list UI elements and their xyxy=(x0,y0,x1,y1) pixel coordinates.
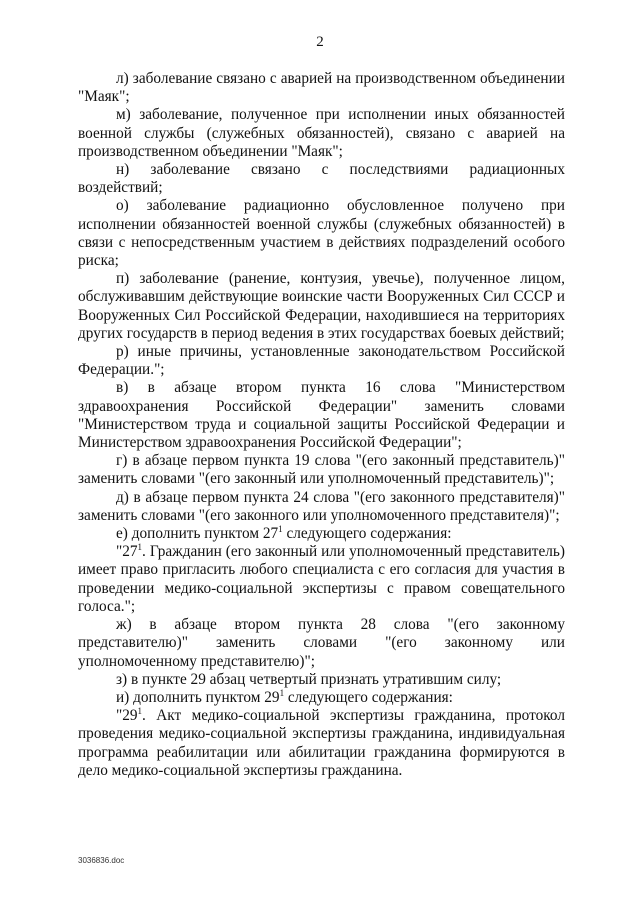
paragraph-m: м) заболевание, полученное при исполнении иных обязанностей военной службы (служебных обязанностей), связано с аварией на производственном объединении "Маяк"; xyxy=(78,106,565,160)
paragraph-e xyxy=(78,525,565,543)
paragraph-29-1 xyxy=(78,707,565,780)
paragraph-p: п) заболевание (ранение, контузия, увечье), полученное лицом, обслуживавшим действующие воинские части Вооруженных Сил СССР и Вооруженных Сил Российской Федерации, находившиеся на территориях других государств в период ведения в этих государствах боевых действий; xyxy=(78,270,565,342)
paragraph-i-text: и) дополнить пунктом 29 xyxy=(116,688,280,706)
paragraph-zh: ж) в абзаце втором пункта 28 слова "(его законному представителю)" заменить словами "(его законному или уполномоченному представителю)"; xyxy=(78,616,565,670)
superscript: 1 xyxy=(279,687,285,698)
paragraph-n: н) заболевание связано с последствиями радиационных воздействий; xyxy=(78,161,565,197)
page-number: 2 xyxy=(316,34,324,50)
paragraph-27-1-text-after: . Гражданин (его законный или уполномоченный представитель) имеет право пригласить любого специалиста с его согласия для участия в проведении медико-социальной экспертизы с правом совещательного голоса."; xyxy=(78,543,565,615)
paragraph-z: з) в пункте 29 абзац четвертый признать утратившим силу; xyxy=(116,670,502,688)
paragraph-29-1-text: "29 xyxy=(116,707,138,725)
paragraph-27-1 xyxy=(78,543,565,616)
file-name-footer: 3036836.doc xyxy=(78,856,125,865)
paragraph-d: д) в абзаце первом пункта 24 слова "(его законного представителя)" заменить словами "(его законного или уполномоченного представителя)"; xyxy=(78,488,565,524)
paragraph-e-text: е) дополнить пунктом 27 xyxy=(116,525,279,543)
paragraph-g: г) в абзаце первом пункта 19 слова "(его законный представитель)" заменить словами "(его законный или уполномоченный представитель)"; xyxy=(78,452,565,488)
paragraph-l: л) заболевание связано с аварией на производственном объединении "Маяк"; xyxy=(78,70,565,106)
paragraph-r: р) иные причины, установленные законодательством Российской Федерации."; xyxy=(78,343,565,379)
document-body xyxy=(78,70,565,780)
paragraph-29-1-text-after: . Акт медико-социальной экспертизы гражданина, протокол проведения медико-социальной экспертизы гражданина, индивидуальная программа реабилитации или абилитации гражданина формируются в дело медико-социальной экспертизы гражданина. xyxy=(78,707,565,779)
paragraph-i xyxy=(78,689,565,707)
paragraph-v: в) в абзаце втором пункта 16 слова "Министерством здравоохранения Российской Федерации" заменить словами "Министерством труда и социальной защиты Российской Федерации и Министерством здравоохранения Российской Федерации"; xyxy=(78,379,565,452)
superscript: 1 xyxy=(137,706,143,717)
paragraph-e-text-after: следующего содержания: xyxy=(282,525,452,543)
superscript: 1 xyxy=(137,542,143,553)
paragraph-27-1-text: "27 xyxy=(116,543,138,561)
paragraph-i-text-after: следующего содержания: xyxy=(284,688,453,706)
paragraph-o: о) заболевание радиационно обусловленное получено при исполнении обязанностей военной службы (служебных обязанностей) в связи с непосредственным участием в действиях подразделений особого риска; xyxy=(78,197,565,270)
superscript: 1 xyxy=(278,523,283,534)
